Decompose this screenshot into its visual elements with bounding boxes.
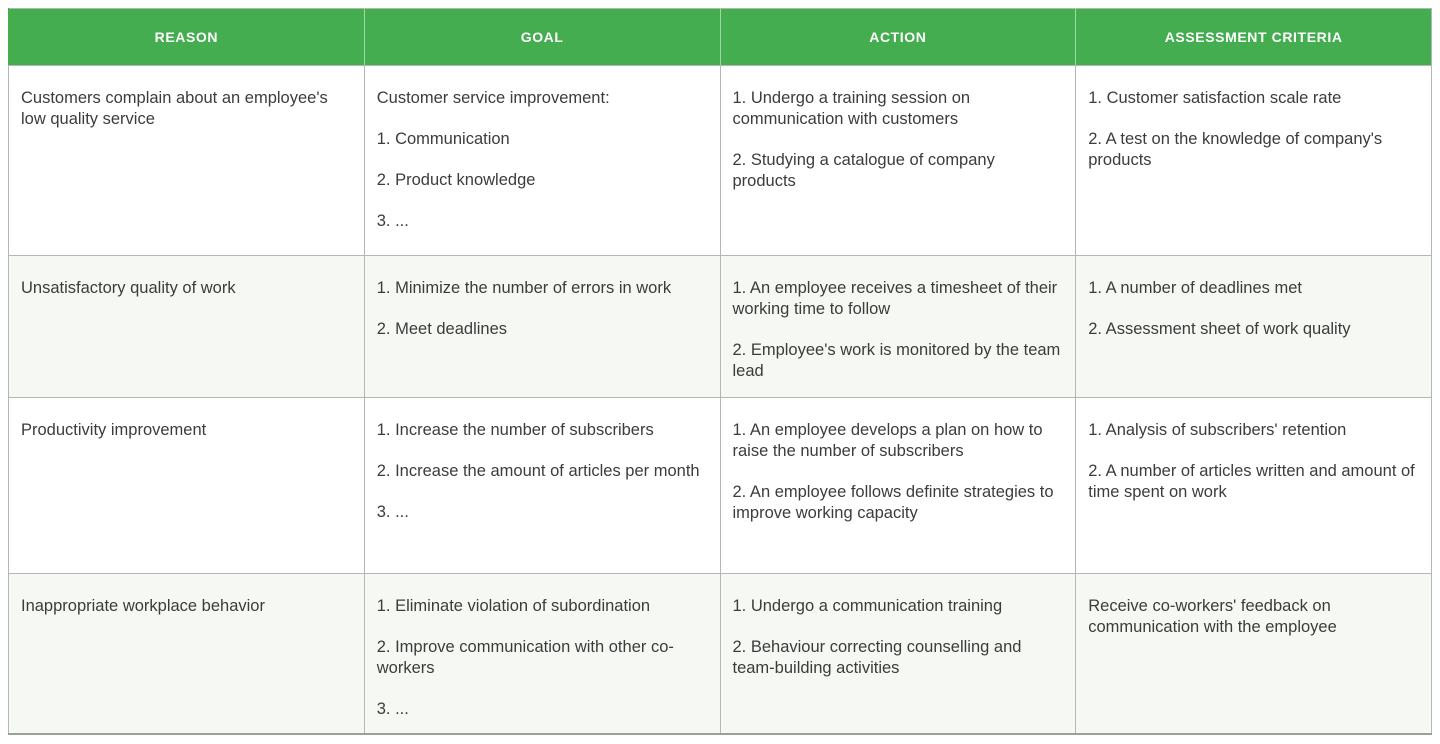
performance-improvement-plan-table <box>8 8 1432 735</box>
cell-reason <box>9 398 365 574</box>
cell-paragraph: Productivity improvement <box>21 421 207 439</box>
cell-goal <box>364 398 720 574</box>
cell-paragraph: 1. Customer satisfaction scale rate <box>1088 89 1342 107</box>
cell-paragraph: 3. ... <box>376 503 409 522</box>
table-row <box>9 398 1432 574</box>
header-cell-goal: GOAL <box>364 9 720 66</box>
cell-paragraph: 2. Increase the amount of articles per month <box>376 462 700 481</box>
cell-paragraph: 1. Minimize the number of errors in work <box>376 279 672 297</box>
cell-paragraph: 2. Assessment sheet of work quality <box>1088 320 1351 339</box>
table-row <box>9 66 1432 256</box>
cell-paragraph: 2. Improve communication with other co-workers <box>376 638 674 678</box>
cell-paragraph: 1. Increase the number of subscribers <box>376 421 654 439</box>
cell-paragraph: 2. Product knowledge <box>376 171 536 190</box>
cell-reason <box>9 256 365 398</box>
table-row <box>9 256 1432 398</box>
cell-paragraph: 1. An employee develops a plan on how to raise the number of subscribers <box>732 421 1043 461</box>
cell-paragraph: 2. Behaviour correcting counselling and team-building activities <box>732 638 1022 678</box>
cell-assessment <box>1076 66 1432 256</box>
cell-action <box>720 256 1076 398</box>
table-row <box>9 574 1432 734</box>
cell-action <box>720 398 1076 574</box>
cell-paragraph: 2. A test on the knowledge of company's products <box>1088 130 1383 170</box>
header-cell-assessment-criteria: ASSESSMENT CRITERIA <box>1076 9 1432 66</box>
cell-paragraph: 1. Undergo a communication training <box>732 597 1003 615</box>
cell-paragraph: 1. Communication <box>376 130 510 149</box>
cell-paragraph: 3. ... <box>376 700 409 719</box>
cell-paragraph: 1. Eliminate violation of subordination <box>376 597 651 615</box>
cell-paragraph: 2. An employee follows definite strategies to improve working capacity <box>732 483 1054 523</box>
cell-paragraph: 1. Undergo a training session on communication with customers <box>732 89 971 129</box>
cell-paragraph: Customer service improvement: <box>376 89 610 107</box>
cell-assessment <box>1076 256 1432 398</box>
cell-goal <box>364 66 720 256</box>
cell-action <box>720 66 1076 256</box>
cell-action <box>720 574 1076 734</box>
cell-assessment <box>1076 574 1432 734</box>
cell-paragraph: 2. Studying a catalogue of company products <box>732 151 995 191</box>
cell-goal <box>364 256 720 398</box>
header-cell-reason: REASON <box>9 9 365 66</box>
header-row <box>9 9 1432 66</box>
cell-paragraph: 2. A number of articles written and amount of time spent on work <box>1088 462 1415 502</box>
cell-paragraph: Receive co-workers' feedback on communication with the employee <box>1088 597 1337 637</box>
header-cell-action: ACTION <box>720 9 1076 66</box>
cell-paragraph: 2. Employee's work is monitored by the team lead <box>732 341 1061 381</box>
cell-paragraph: 3. ... <box>376 212 409 231</box>
cell-paragraph: 1. An employee receives a timesheet of their working time to follow <box>732 279 1058 319</box>
cell-paragraph: 1. Analysis of subscribers' retention <box>1088 421 1347 439</box>
cell-paragraph: Customers complain about an employee's low quality service <box>21 89 328 129</box>
cell-reason <box>9 574 365 734</box>
cell-paragraph: Inappropriate workplace behavior <box>21 597 265 615</box>
cell-paragraph: 2. Meet deadlines <box>376 320 508 339</box>
cell-paragraph: 1. A number of deadlines met <box>1088 279 1302 297</box>
cell-assessment <box>1076 398 1432 574</box>
cell-paragraph: Unsatisfactory quality of work <box>21 279 236 297</box>
cell-reason <box>9 66 365 256</box>
cell-goal <box>364 574 720 734</box>
